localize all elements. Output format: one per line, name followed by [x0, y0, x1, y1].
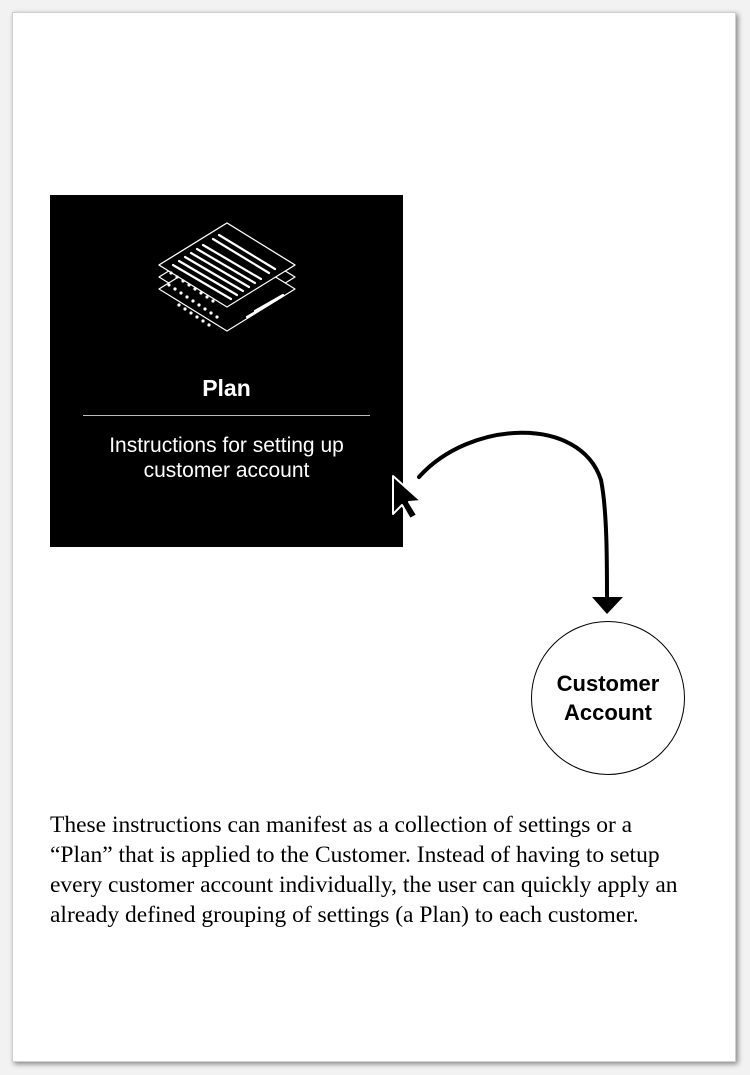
- plan-divider: [83, 415, 370, 416]
- customer-account-node: [531, 621, 685, 775]
- caption-paragraph: These instructions can manifest as a collection of settings or a “Plan” that is applied to the Customer. Instead of having to setup every customer account individually, the user can quickly apply an already defined grouping of settings (a Plan) to each customer.: [50, 812, 678, 928]
- customer-account-label: Customer Account: [556, 671, 660, 725]
- plan-description: Instructions for setting up customer account: [109, 434, 344, 482]
- plan-card: [50, 195, 403, 547]
- stacked-layers-icon: [155, 221, 298, 337]
- plan-title: Plan: [202, 375, 251, 401]
